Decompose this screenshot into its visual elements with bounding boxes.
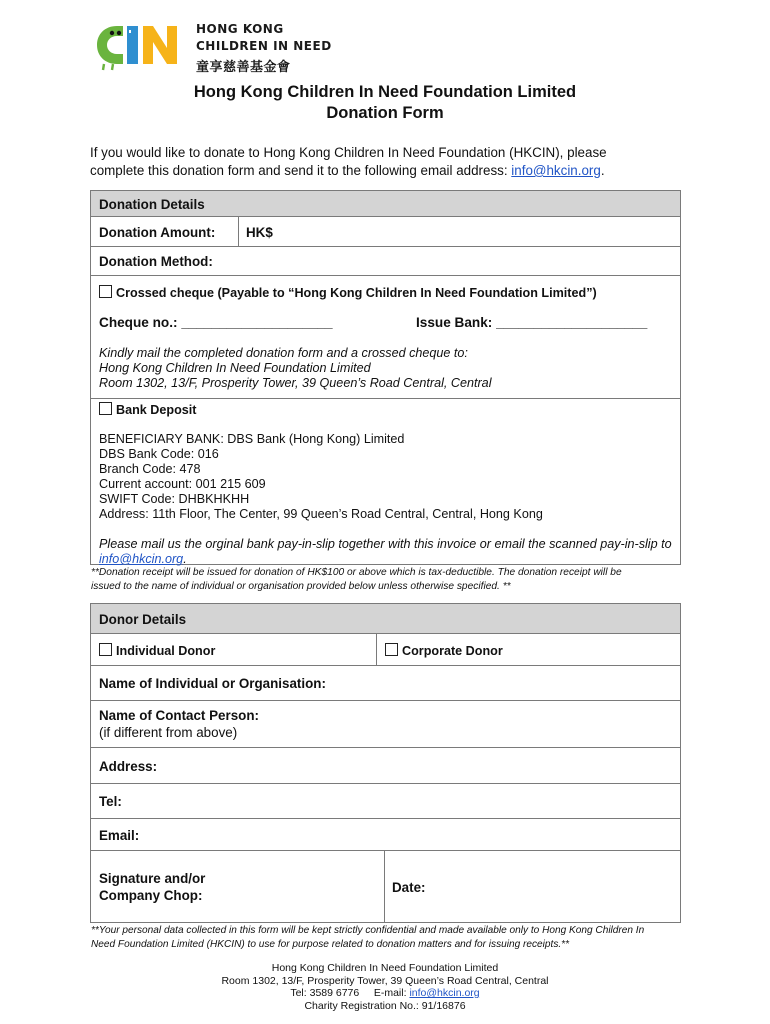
- tel-field-row[interactable]: [91, 784, 680, 819]
- mail-line-3: Room 1302, 13/F, Prosperity Tower, 39 Queen’s Road Central, Central: [99, 376, 492, 390]
- bank-line-3: Branch Code: 478: [99, 462, 201, 476]
- donation-amount-field[interactable]: [239, 217, 680, 246]
- privacy-note-line-1: **Your personal data collected in this form will be kept strictly confidential and made available only to Hong Kong Children In: [91, 925, 645, 936]
- logo-line-3: 童享慈善基金會: [196, 60, 291, 75]
- bank-divider: [91, 398, 680, 399]
- intro-line-2-suffix: .: [600, 163, 605, 178]
- cin-logo-mark: [95, 20, 187, 72]
- payin-email-link[interactable]: info@hkcin.org: [99, 552, 184, 566]
- receipt-note-line-2: issued to the name of individual or organisation provided below unless otherwise specified. **: [91, 581, 511, 592]
- bank-line-2: DBS Bank Code: 016: [99, 447, 219, 461]
- donor-details-table: [90, 603, 681, 923]
- bank-line-5: SWIFT Code: DHBKHKHH: [99, 492, 250, 506]
- privacy-note: [91, 924, 644, 952]
- signature-label-line-1: Signature and/or: [99, 871, 206, 886]
- intro-line-1: If you would like to donate to Hong Kong Children In Need Foundation (HKCIN), please: [90, 145, 607, 160]
- logo: [95, 20, 345, 75]
- bank-deposit-checkbox[interactable]: [99, 402, 112, 415]
- name-label: Name of Individual or Organisation:: [99, 676, 326, 691]
- donation-amount-currency: HK$: [246, 225, 273, 240]
- address-label: Address:: [99, 759, 158, 774]
- donation-method-label: Donation Method:: [99, 254, 213, 269]
- mail-instructions: [99, 346, 492, 391]
- individual-donor-option[interactable]: [99, 643, 215, 659]
- donation-amount-row: [91, 217, 680, 247]
- donor-type-divider: [376, 634, 377, 665]
- contact-label: Name of Contact Person:: [99, 708, 259, 723]
- signature-row: [91, 851, 680, 922]
- receipt-note: [91, 566, 622, 594]
- payin-line-2: [99, 552, 672, 567]
- signature-label-line-2: Company Chop:: [99, 888, 203, 903]
- payin-line-1: Please mail us the orginal bank pay-in-slip together with this invoice or email the scanned pay-in-slip to: [99, 537, 672, 551]
- footer: [0, 962, 770, 1012]
- footer-tel: Tel: 3589 6776: [290, 987, 360, 999]
- corporate-donor-label: Corporate Donor: [402, 644, 503, 658]
- address-field-row[interactable]: [91, 748, 680, 784]
- bank-deposit-option[interactable]: [99, 402, 196, 418]
- privacy-note-line-2: Need Foundation Limited (HKCIN) to use for purpose related to donation matters and for issuing receipts.**: [91, 939, 570, 950]
- donation-amount-label: Donation Amount:: [99, 225, 216, 240]
- mail-line-1: Kindly mail the completed donation form and a crossed cheque to:: [99, 346, 468, 360]
- page-title: Hong Kong Children In Need Foundation Limited: [193, 83, 577, 101]
- footer-email-prefix: E-mail:: [373, 987, 410, 999]
- bank-line-1: BENEFICIARY BANK: DBS Bank (Hong Kong) Limited: [99, 432, 405, 446]
- cheque-option[interactable]: [99, 285, 597, 301]
- date-field[interactable]: [385, 851, 680, 922]
- payin-suffix: .: [183, 552, 187, 566]
- intro-line-2-prefix: complete this donation form and send it to the following email address:: [90, 163, 512, 178]
- footer-org-name: Hong Kong Children In Need Foundation Limited: [271, 962, 499, 974]
- signature-field[interactable]: [91, 851, 384, 922]
- corporate-donor-option[interactable]: [385, 643, 503, 659]
- email-field-row[interactable]: [91, 819, 680, 851]
- contact-sublabel: (if different from above): [99, 725, 238, 740]
- date-label: Date:: [392, 880, 426, 895]
- bank-deposit-label: Bank Deposit: [116, 403, 197, 417]
- corporate-donor-checkbox[interactable]: [385, 643, 398, 656]
- intro-email-link[interactable]: info@hkcin.org: [511, 163, 601, 178]
- logo-line-2: CHILDREN IN NEED: [196, 39, 332, 53]
- bank-line-4: Current account: 001 215 609: [99, 477, 266, 491]
- donor-type-row: [91, 634, 680, 666]
- donation-details-title: Donation Details: [99, 197, 205, 212]
- intro-line-2: [90, 162, 690, 180]
- intro-text: [90, 144, 690, 180]
- donor-details-title: Donor Details: [99, 612, 187, 627]
- logo-line-1: HONG KONG: [196, 22, 284, 36]
- email-label: Email:: [99, 828, 140, 843]
- receipt-note-line-1: **Donation receipt will be issued for donation of HK$100 or above which is tax-deductible. The donation receipt will be: [91, 567, 622, 578]
- mail-line-2: Hong Kong Children In Need Foundation Limited: [99, 361, 371, 375]
- page-subtitle: Donation Form: [326, 104, 444, 122]
- cheque-option-label: Crossed cheque (Payable to “Hong Kong Children In Need Foundation Limited”): [116, 286, 597, 300]
- method-divider: [91, 275, 680, 276]
- name-field-row[interactable]: [91, 666, 680, 701]
- footer-email-link[interactable]: info@hkcin.org: [409, 987, 480, 999]
- donor-details-header: [91, 604, 680, 634]
- payin-instructions: [99, 537, 672, 567]
- donation-details-table: [90, 190, 681, 565]
- issue-bank-field[interactable]: Issue Bank: ____________________: [416, 315, 648, 330]
- individual-donor-label: Individual Donor: [116, 644, 216, 658]
- bank-details: [99, 432, 543, 522]
- individual-donor-checkbox[interactable]: [99, 643, 112, 656]
- footer-contact: [0, 987, 770, 1000]
- footer-charity-number: Charity Registration No.: 91/16876: [304, 999, 466, 1012]
- bank-line-6: Address: 11th Floor, The Center, 99 Queen’s Road Central, Central, Hong Kong: [99, 507, 543, 521]
- donation-details-header: [91, 191, 680, 217]
- footer-address: Room 1302, 13/F, Prosperity Tower, 39 Queen’s Road Central, Central: [221, 974, 549, 987]
- contact-field-row[interactable]: [91, 701, 680, 748]
- cheque-checkbox[interactable]: [99, 285, 112, 298]
- tel-label: Tel:: [99, 794, 122, 809]
- cheque-number-field[interactable]: Cheque no.: ____________________: [99, 315, 333, 330]
